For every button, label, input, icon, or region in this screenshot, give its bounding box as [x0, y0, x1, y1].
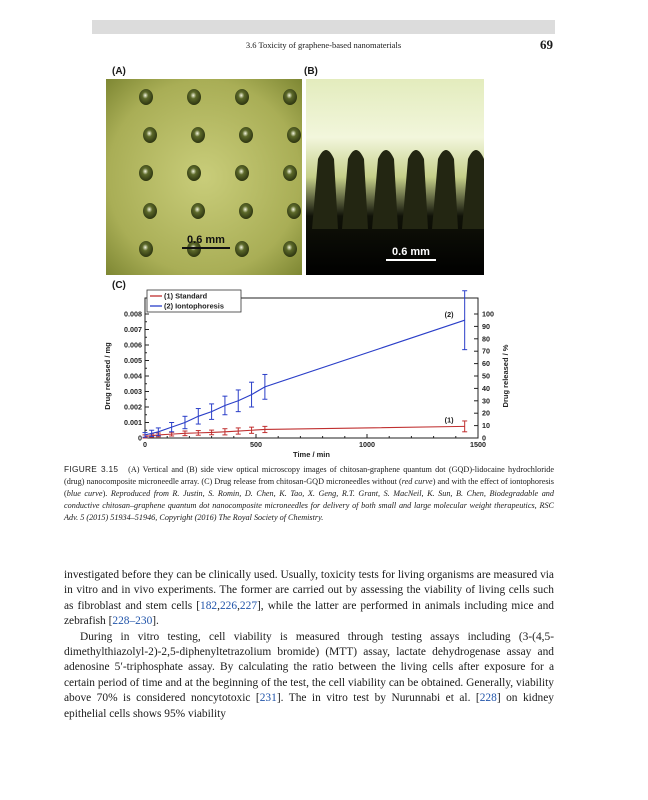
- y-right-tick-label: 100: [482, 309, 494, 319]
- citation-link[interactable]: 228–230: [112, 615, 153, 628]
- y-tick-label: 0.004: [124, 371, 142, 381]
- microneedle-dot: [283, 241, 297, 257]
- y-tick-label: 0.001: [124, 418, 142, 427]
- y-right-axis-label: Drug released / %: [501, 344, 510, 408]
- microneedle-dot: [239, 203, 253, 219]
- y-tick-label: 0.008: [124, 309, 142, 319]
- microneedle-dot: [143, 203, 157, 219]
- section-title: 3.6 Toxicity of graphene-based nanomaterials: [245, 40, 402, 50]
- microneedle-dot: [239, 127, 253, 143]
- drug-release-chart: [100, 284, 510, 465]
- y-right-tick-label: 30: [482, 396, 490, 406]
- citation-link[interactable]: 228: [479, 692, 497, 705]
- y-right-tick-label: 0: [482, 433, 486, 443]
- y-tick-label: 0.005: [124, 356, 142, 365]
- microneedle-dot: [139, 89, 153, 105]
- p2-text-c: ] on kidney epithelial cells shows 95% viability: [64, 692, 554, 720]
- p1-text-a: investigated before they can be clinically used. Usually, toxicity tests for living organisms are measured via in vitro and in vivo experiments. The former are carried out by assessing the viability of living cells such as fibroblast and stem cells [: [64, 569, 554, 612]
- y-right-tick-label: 50: [482, 371, 490, 381]
- header-bar: [92, 20, 555, 34]
- microneedle-dot: [235, 241, 249, 257]
- y-right-tick-label: 90: [482, 321, 490, 331]
- series-line-2: [145, 320, 465, 435]
- y-right-tick-label: 40: [482, 383, 490, 393]
- p2-text-a: During in vitro testing, cell viability is measured through testing assays including (3-(4,5-dimethylthiazolyl-2)-2,5-diphenyltetrazolium bromide) (MTT) assay, lactate dehydrogenase assay and adenosine 5′-triphosphate assay. By calculating the ratio between the living cells after exposure for a certain period of time and at the beginning of the test, the cell viability can be obtained. Generally, viability above 70% is considered noncytotoxic [: [64, 630, 554, 705]
- body-text: [64, 568, 554, 722]
- paragraph-2: [64, 630, 554, 722]
- y-right-tick-label: 80: [482, 334, 490, 344]
- series-end-label-2: (2): [444, 310, 454, 320]
- caption-text-1: (A) Vertical and (B) side view optical microscopy images of chitosan-graphene quantum dot (GQD)-lidocaine hydrochloride (drug) nanocomposite microneedle array. (C) Drug release from chitosan-GQD microneedles without (: [64, 465, 554, 486]
- panel-a-image: [106, 79, 302, 275]
- running-header: [92, 38, 555, 54]
- microneedle-dot: [191, 203, 205, 219]
- microneedle-dot: [187, 165, 201, 181]
- x-axis-label: Time / min: [293, 450, 330, 459]
- microneedle-dot: [287, 127, 301, 143]
- panel-b-label: (B): [304, 66, 318, 77]
- y-right-tick-label: 10: [482, 421, 490, 431]
- series-line-1: [145, 426, 465, 436]
- x-tick-label: 500: [250, 440, 262, 449]
- caption-text-2: ) and with the effect of iontophoresis (: [64, 476, 554, 498]
- microneedle-dot: [139, 165, 153, 181]
- x-tick-label: 0: [143, 440, 147, 449]
- caption-blue-curve: blue curve: [66, 488, 103, 498]
- citation-link[interactable]: 226: [219, 599, 238, 612]
- y-right-tick-label: 20: [482, 408, 490, 418]
- y-tick-label: 0.003: [124, 387, 142, 396]
- legend-entry-1: (1) Standard: [164, 291, 208, 301]
- plot-frame: [145, 298, 478, 438]
- microneedle-dot: [283, 89, 297, 105]
- y-tick-label: 0: [138, 433, 142, 443]
- citation-link[interactable]: 182: [200, 599, 218, 612]
- panel-b-scale-label: 0.6 mm: [392, 246, 430, 258]
- y-tick-label: 0.007: [124, 325, 142, 334]
- caption-text-3: ).: [102, 488, 111, 498]
- y-axis-label: Drug released / mg: [103, 342, 112, 410]
- microneedle-dot: [191, 127, 205, 143]
- microneedle-dot: [235, 89, 249, 105]
- page-number: 69: [540, 37, 553, 52]
- y-right-tick-label: 60: [482, 359, 490, 369]
- citation-link[interactable]: 227: [239, 599, 258, 612]
- microneedle-dot: [143, 127, 157, 143]
- caption-red-curve: red curve: [401, 476, 433, 486]
- y-tick-label: 0.002: [124, 402, 142, 412]
- y-tick-label: 0.006: [124, 340, 142, 350]
- p1-text-c: ].: [152, 615, 159, 628]
- x-tick-label: 1500: [470, 440, 486, 449]
- figure-caption: [64, 464, 554, 524]
- microneedle-dot: [283, 165, 297, 181]
- panel-c-label: (C): [112, 280, 126, 291]
- x-tick-label: 1000: [359, 440, 375, 449]
- microneedle-dot: [187, 89, 201, 105]
- microneedle-dot: [235, 165, 249, 181]
- panel-a-label: (A): [112, 66, 126, 77]
- p1-text-b: ], while the latter are performed in animals including mice and zebrafish [: [64, 599, 554, 628]
- y-right-tick-label: 70: [482, 346, 490, 356]
- figure-label: FIGURE 3.15: [64, 464, 119, 474]
- microneedle-dot: [287, 203, 301, 219]
- p2-text-b: ]. The in vitro test by Nurunnabi et al. [: [276, 692, 480, 705]
- microneedle-dot: [139, 241, 153, 257]
- series-end-label-1: (1): [444, 415, 454, 425]
- citation-link[interactable]: 231: [259, 692, 277, 705]
- caption-credit: Reproduced from R. Justin, S. Romin, D. Chen, K. Tao, X. Geng, R.T. Grant, S. MacNeil, K. Sun, B. Chen, Biodegradable and conductive chitosan–graphene quantum dot nanocomposite microneedles for delivery of both small and large molecular weight therapeutics, RSC Adv. 5 (2015) 51934–51946, Copyright (2016) The Royal Society of Chemistry.: [64, 488, 554, 522]
- panel-b-image: [306, 79, 484, 275]
- panel-a-scale-label: 0.6 mm: [187, 234, 225, 246]
- legend-entry-2: (2) Iontophoresis: [164, 301, 224, 311]
- paragraph-1: investigated before they can be clinically used. Usually, toxicity tests for living organisms are measured via in vitro and in vivo experiments. The former are carried out by assessing the viability of living cells such as fibroblast and stem cells [182,226,227], while the latter are performed in animals including mice and zebrafish [228–230].: [64, 569, 554, 628]
